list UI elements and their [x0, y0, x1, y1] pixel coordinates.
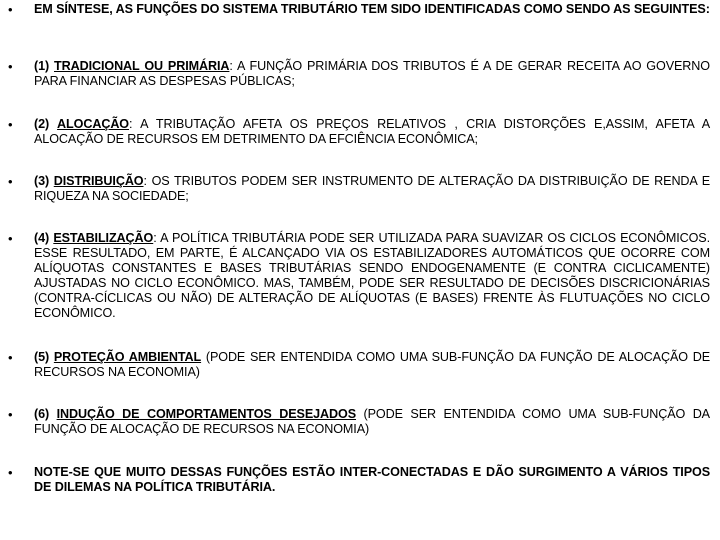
item-text: [34, 174, 710, 204]
item-body: : A FUNÇÃO PRIMÁRIA DOS TRIBUTOS É A DE GERAR RECEITA AO GOVERNO PARA FINANCIAR AS DESPESAS PÚBLICAS;: [34, 59, 710, 88]
item-term: INDUÇÃO DE COMPORTAMENTOS DESEJADOS: [56, 407, 357, 421]
item-term: TRADICIONAL OU PRIMÁRIA: [54, 59, 230, 73]
item-body: (PODE SER ENTENDIDA COMO UMA SUB-FUNÇÃO DA FUNÇÃO DE ALOCAÇÃO DE RECURSOS NA ECONOMIA): [34, 350, 711, 379]
item-body: : OS TRIBUTOS PODEM SER INSTRUMENTO DE ALTERAÇÃO DA DISTRIBUIÇÃO DE RENDA E RIQUEZA NA SOCIEDADE;: [34, 174, 710, 203]
item-number: (3): [34, 174, 54, 188]
item-body: (PODE SER ENTENDIDA COMO UMA SUB-FUNÇÃO DA FUNÇÃO DE ALOCAÇÃO DE RECURSOS NA ECONOMIA): [34, 407, 710, 436]
item-term: ALOCAÇÃO: [57, 117, 130, 131]
note-text: NOTE-SE QUE MUITO DESSAS FUNÇÕES ESTÃO INTER-CONECTADAS E DÃO SURGIMENTO A VÁRIOS TIPOS DE DILEMAS NA POLÍTICA TRIBUTÁRIA.: [34, 465, 710, 494]
item-number: (6): [34, 407, 57, 421]
item-number: (2): [34, 117, 58, 131]
item-text: [34, 117, 710, 147]
bullet-icon: •: [8, 59, 13, 74]
bullet-icon: •: [8, 2, 13, 17]
bullet-icon: •: [8, 407, 13, 422]
item-text: [34, 59, 710, 89]
item-number: (4): [34, 231, 54, 245]
item-text: [34, 350, 710, 380]
intro-text: EM SÍNTESE, AS FUNÇÕES DO SISTEMA TRIBUTÁRIO TEM SIDO IDENTIFICADAS COMO SENDO AS SEGUINTES:: [34, 2, 710, 16]
item-body: : A POLÍTICA TRIBUTÁRIA PODE SER UTILIZADA PARA SUAVIZAR OS CICLOS ECONÔMICOS. ESSE RESULTADO, EM PARTE, É ALCANÇADO VIA OS ESTABILIZADORES AUTOMÁTICOS QUE OCORRE COM ALÍQUOTAS CONSTANTES E BASES TRIBUTÁRIAS SENDO ENDOGENAMENTE (E CONTRA CICLICAMENTE) AJUSTADAS NO CICLO ECONÔMICO. MAS, TAMBÉM, PODE SER RESULTADO DE DECISÕES DISCRICIONÁRIAS (CONTRA-CÍCLICAS OU NÃO) DE ALTERAÇÃO DE ALÍQUOTAS (E BASES) FRENTE ÀS FLUTUAÇÕES NO CICLO ECONÔMICO.: [34, 231, 710, 320]
item-term: ESTABILIZAÇÃO: [53, 231, 154, 245]
bullet-icon: •: [8, 117, 13, 132]
item-text: [34, 231, 710, 321]
item-number: (1): [34, 59, 54, 73]
bullet-icon: •: [8, 174, 13, 189]
item-term: PROTEÇÃO AMBIENTAL: [53, 350, 202, 364]
bullet-icon: •: [8, 350, 13, 365]
item-term: DISTRIBUIÇÃO: [53, 174, 144, 188]
bullet-icon: •: [8, 465, 13, 480]
item-text: [34, 407, 710, 437]
item-body: : A TRIBUTAÇÃO AFETA OS PREÇOS RELATIVOS , CRIA DISTORÇÕES E,ASSIM, AFETA A ALOCAÇÃO DE RECURSOS EM DETRIMENTO DA EFCIÊNCIA ECONÔMICA;: [34, 117, 711, 146]
item-number: (5): [34, 350, 54, 364]
bullet-icon: •: [8, 231, 13, 246]
